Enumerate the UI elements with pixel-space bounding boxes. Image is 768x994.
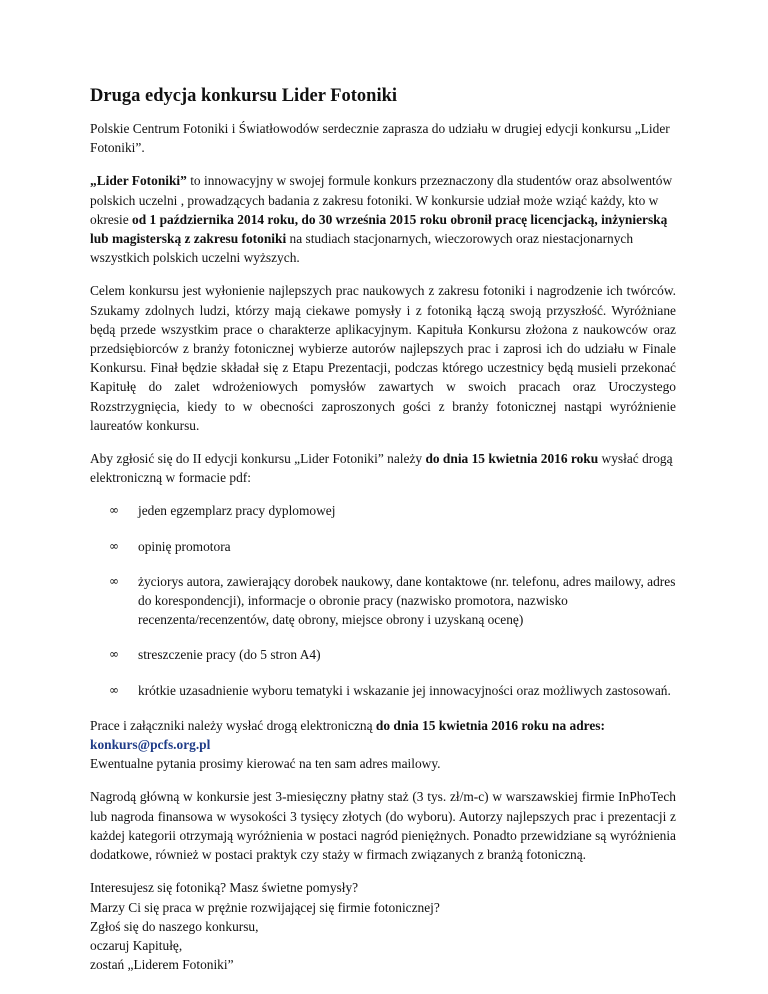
closing-line: Interesujesz się fotoniką? Masz świetne pomysły? — [90, 880, 359, 896]
competition-description-paragraph — [90, 171, 676, 267]
list-item — [90, 681, 676, 700]
infinity-bullet-icon: ∞ — [109, 682, 119, 697]
list-item — [90, 537, 676, 556]
closing-line: Zgłoś się do naszego konkursu, — [90, 918, 259, 934]
application-deadline: do dnia 15 kwietnia 2016 roku — [425, 451, 599, 467]
list-item — [90, 572, 676, 630]
application-text-2: wysłać drogą elektroniczną w formacie pdf: — [90, 451, 673, 486]
goal-paragraph: Celem konkursu jest wyłonienie najlepszych prac naukowych z zakresu fotoniki i nagrodzenie ich twórców. Szukamy zdolnych ludzi, którzy mają ciekawe pomysły i z fotoniką łączą swoją przyszłość. Wyróżniane będą przede wszystkim prace o charakterze aplikacyjnym. Kapituła Konkursu złożona z naukowców oraz przedsiębiorców z branży fotonicznej wybierze autorów najlepszych prac i zaprosi ich do udziału w Finale Konkursu. Finał będzie składał się z Etapu Prezentacji, podczas którego uczestnicy będą musieli przekonać Kapitułę do zalet wdrożeniowych pomysłów zawartych w swoich pracach oraz Uroczystego Rozstrzygnięcia, kiedy to w obecności zaproszonych gości z branży fotonicznej nastąpi wyróżnienie laureatów konkursu. — [90, 283, 676, 433]
intro-paragraph: Polskie Centrum Fotoniki i Światłowodów serdecznie zaprasza do udziału w drugiej edycji konkursu „Lider Fotoniki”. — [90, 121, 670, 156]
submission-text: Prace i załączniki należy wysłać drogą elektroniczną — [90, 717, 376, 733]
requirements-list — [90, 501, 676, 699]
document-title: Druga edycja konkursu Lider Fotoniki — [90, 86, 398, 106]
infinity-bullet-icon: ∞ — [109, 538, 119, 553]
submission-paragraph — [90, 716, 676, 774]
requirement-text: jeden egzemplarz pracy dyplomowej — [138, 503, 336, 519]
requirement-text: streszczenie pracy (do 5 stron A4) — [138, 647, 321, 663]
competition-name: „Lider Fotoniki” — [90, 173, 187, 189]
closing-line: Marzy Ci się praca w prężnie rozwijającej się firmie fotonicznej? — [90, 899, 440, 915]
list-item — [90, 501, 676, 520]
closing-paragraph — [90, 878, 676, 974]
document-page — [90, 84, 676, 974]
infinity-bullet-icon: ∞ — [109, 503, 119, 518]
infinity-bullet-icon: ∞ — [109, 573, 119, 588]
list-item — [90, 645, 676, 664]
requirement-text: życiorys autora, zawierający dorobek naukowy, dane kontaktowe (nr. telefonu, adres mailowy, adres do korespondencji), informacje o obronie pracy (nazwisko promotora, nazwisko recenzenta/recenzentów, datę obrony, miejsce obrony i uzyskaną ocenę) — [138, 573, 676, 628]
closing-line: oczaruj Kapitułę, — [90, 937, 183, 953]
submission-deadline: do dnia 15 kwietnia 2016 roku na adres: — [375, 717, 605, 733]
closing-line: zostań „Liderem Fotoniki” — [90, 957, 234, 973]
application-text-1: Aby zgłosić się do II edycji konkursu „Lider Fotoniki” należy — [90, 451, 426, 467]
requirement-text: opinię promotora — [138, 538, 231, 554]
questions-text: Ewentualne pytania prosimy kierować na ten sam adres mailowy. — [90, 756, 441, 772]
eligibility-period: od 1 października 2014 roku, do 30 września 2015 roku obronił pracę licencjacką, inżynierską lub magisterską z zakresu fotoniki — [90, 211, 668, 247]
prize-paragraph: Nagrodą główną w konkursie jest 3-miesięczny płatny staż (3 tys. zł/m-c) w warszawskiej firmie InPhoTech lub nagroda finansowa w wysokości 3 tysięcy złotych (do wyboru). Autorzy najlepszych prac i prezentacji z każdej kategorii otrzymają wyróżnienia w postaci nagród pieniężnych. Ponadto przewidziane są wyróżnienia dodatkowe, również w postaci praktyk czy staży w firmach związanych z branżą fotoniczną. — [90, 789, 676, 863]
requirement-text: krótkie uzasadnienie wyboru tematyki i wskazanie jej innowacyjności oraz możliwych zastosowań. — [138, 682, 671, 698]
contact-email-link[interactable]: konkurs@pcfs.org.pl — [90, 737, 211, 753]
infinity-bullet-icon: ∞ — [109, 647, 119, 662]
description-text-1: to innowacyjny w swojej formule konkurs przeznaczony dla studentów oraz absolwentów polskich uczelni , prowadzących badania z zakresu fotoniki. W konkursie udział może wziąć każdy, kto w okresie — [90, 173, 673, 227]
description-text-2: na studiach stacjonarnych, wieczorowych oraz niestacjonarnych wszystkich polskich uczelni wyższych. — [90, 231, 634, 266]
application-paragraph — [90, 449, 676, 487]
